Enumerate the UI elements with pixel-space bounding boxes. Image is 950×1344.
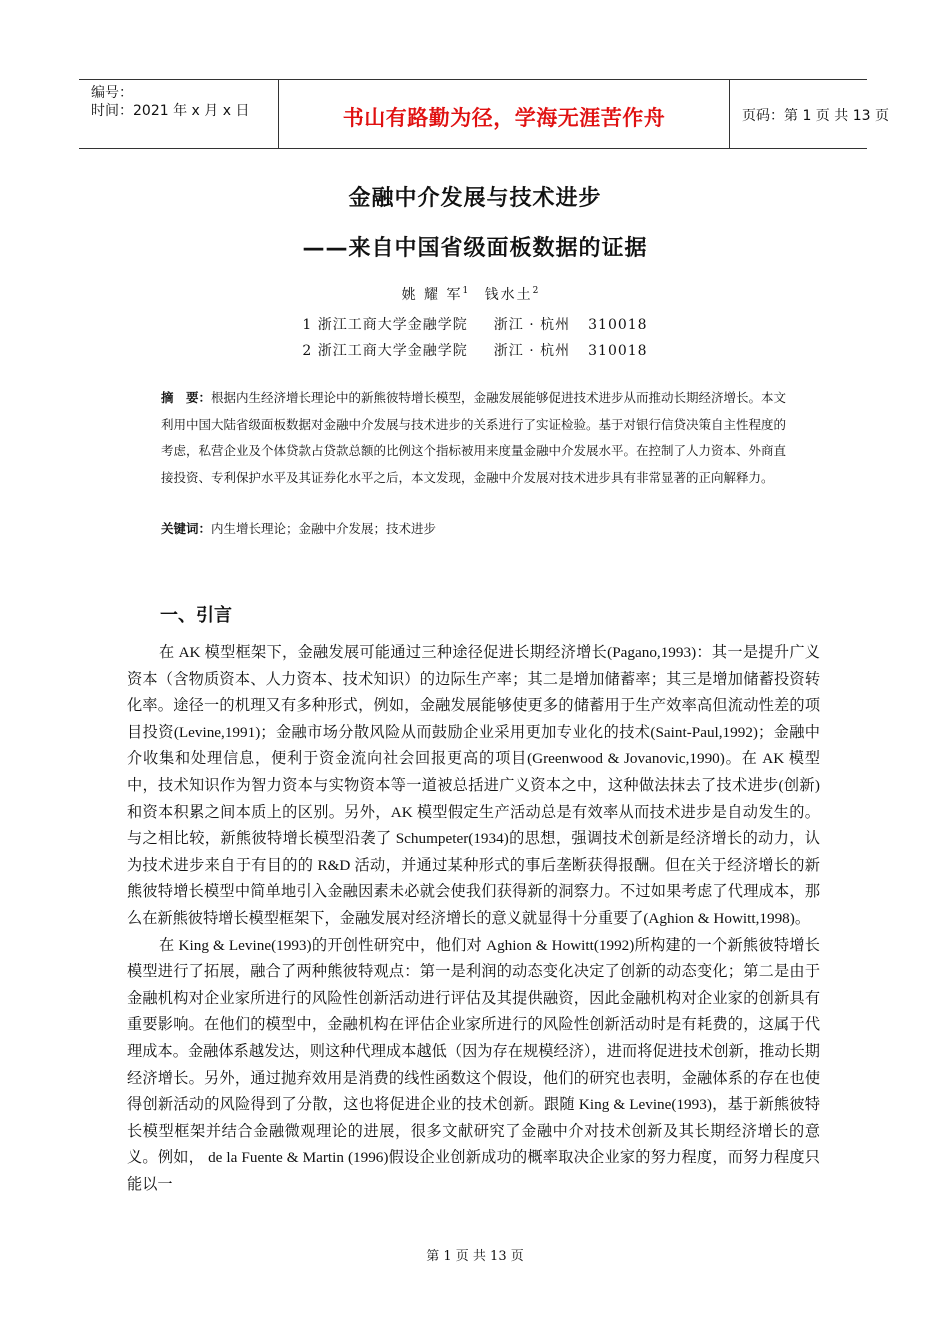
affiliation-postcode: 310018	[588, 343, 648, 359]
header-motto: 书山有路勤为径，学海无涯苦作舟	[342, 106, 666, 130]
affiliation-postcode: 310018	[588, 317, 648, 333]
abstract-label: 摘 要：	[161, 390, 212, 405]
abstract-text: 根据内生经济增长理论中的新熊彼特增长模型，金融发展能够促进技术进步从而推动长期经济增长。本文利用中国大陆省级面板数据对金融中介发展与技术进步的关系进行了实证检验。基于对银行信贷决策自主性程度的考虑，私营企业及个体贷款占贷款总额的比例这个指标被用来度量金融中介发展水平。在控制了人力资本、外商直接投资、专利保护水平及其证券化水平之后，本文发现，金融中介发展对技术进步具有非常显著的正向解释力。	[161, 390, 787, 485]
header-motto-cell	[279, 80, 730, 148]
keywords	[161, 516, 791, 542]
affiliation-place: 浙江 · 杭州	[493, 343, 571, 359]
affiliation-place: 浙江 · 杭州	[493, 317, 571, 333]
paper-title: 金融中介发展与技术进步	[348, 186, 602, 211]
author-affiliation-mark: 2	[532, 286, 539, 297]
document-number-label: 编号：	[91, 85, 133, 101]
section-heading: 一、引言	[160, 605, 232, 626]
page-footer: 第 1 页 共 13 页	[426, 1249, 524, 1264]
affiliation-line	[0, 340, 950, 360]
header-page-cell	[730, 80, 889, 148]
keywords-text: 内生增长理论；金融中介发展；技术进步	[211, 521, 437, 536]
author-affiliation-mark: 1	[462, 286, 469, 297]
author-name: 钱水土	[484, 287, 533, 303]
author-list	[0, 284, 950, 304]
affiliation-line	[0, 314, 950, 334]
page-header	[79, 79, 889, 149]
author-name: 姚 耀 军	[401, 287, 463, 303]
paper-subtitle: ——来自中国省级面板数据的证据	[302, 236, 648, 261]
affiliation-org: 1 浙江工商大学金融学院	[302, 317, 468, 333]
header-page-info: 页码：第 1 页 共 13 页	[742, 108, 889, 124]
body-text	[127, 640, 820, 1198]
abstract	[161, 385, 791, 491]
affiliation-org: 2 浙江工商大学金融学院	[302, 343, 468, 359]
header-info-cell	[79, 80, 279, 148]
paragraph: 在 King & Levine(1993)的开创性研究中，他们对 Aghion & Howitt(1992)所构建的一个新熊彼特增长模型进行了拓展，融合了两种熊彼特观点：第一是利润的动态变化决定了创新的动态变化；第二是由于金融机构对企业家所进行的风险性创新活动进行评估及其提供融资，因此金融机构对企业家的创新具有重要影响。在他们的模型中，金融机构在评估企业家所进行的风险性创新活动时是有耗费的，这属于代理成本。金融体系越发达，则这种代理成本越低（因为存在规模经济），进而将促进技术创新，推动长期经济增长。另外，通过抛弃效用是消费的线性函数这个假设，他们的研究也表明，金融体系的存在也使得创新活动的风险得到了分散，这也将促进企业的技术创新。跟随 King & Levine(1993)，基于新熊彼特长模型框架并结合金融微观理论的进展，很多文献研究了金融中介对技术创新及其长期经济增长的意义。例如， de la Fuente & Martin (1996)假设企业创新成功的概率取决企业家的努力程度，而努力程度只能以一	[127, 936, 820, 1193]
paragraph: 在 AK 模型框架下，金融发展可能通过三种途径促进长期经济增长(Pagano,1993)：其一是提升广义资本（含物质资本、人力资本、技术知识）的边际生产率；其二是增加储蓄率；其三是增加储蓄投资转化率。途径一的机理又有多种形式，例如，金融发展能够使更多的储蓄用于生产效率高但流动性差的项目投资(Levine,1991)；金融市场分散风险从而鼓励企业采用更加专业化的技术(Saint-Paul,1992)；金融中介收集和处理信息，便利于资金流向社会回报更高的项目(Greenwood & Jovanovic,1990)。在 AK 模型中，技术知识作为智力资本与实物资本等一道被总括进广义资本之中，这种做法抹去了技术进步(创新)和资本积累之间本质上的区别。另外，AK 模型假定生产活动总是有效率从而技术进步是自动发生的。与之相比较，新熊彼特增长模型沿袭了 Schumpeter(1934)的思想，强调技术创新是经济增长的动力，认为技术进步来自于有目的的 R&D 活动，并通过某种形式的事后垄断获得报酬。但在关于经济增长的新熊彼特增长模型中简单地引入金融因素未必就会使我们获得新的洞察力。不过如果考虑了代理成本，那么在新熊彼特增长模型框架下，金融发展对经济增长的意义就显得十分重要了(Aghion & Howitt,1998)。	[127, 644, 820, 927]
document-time-label: 时间：2021 年 x 月 x 日	[91, 103, 250, 119]
keywords-label: 关键词：	[161, 521, 212, 536]
